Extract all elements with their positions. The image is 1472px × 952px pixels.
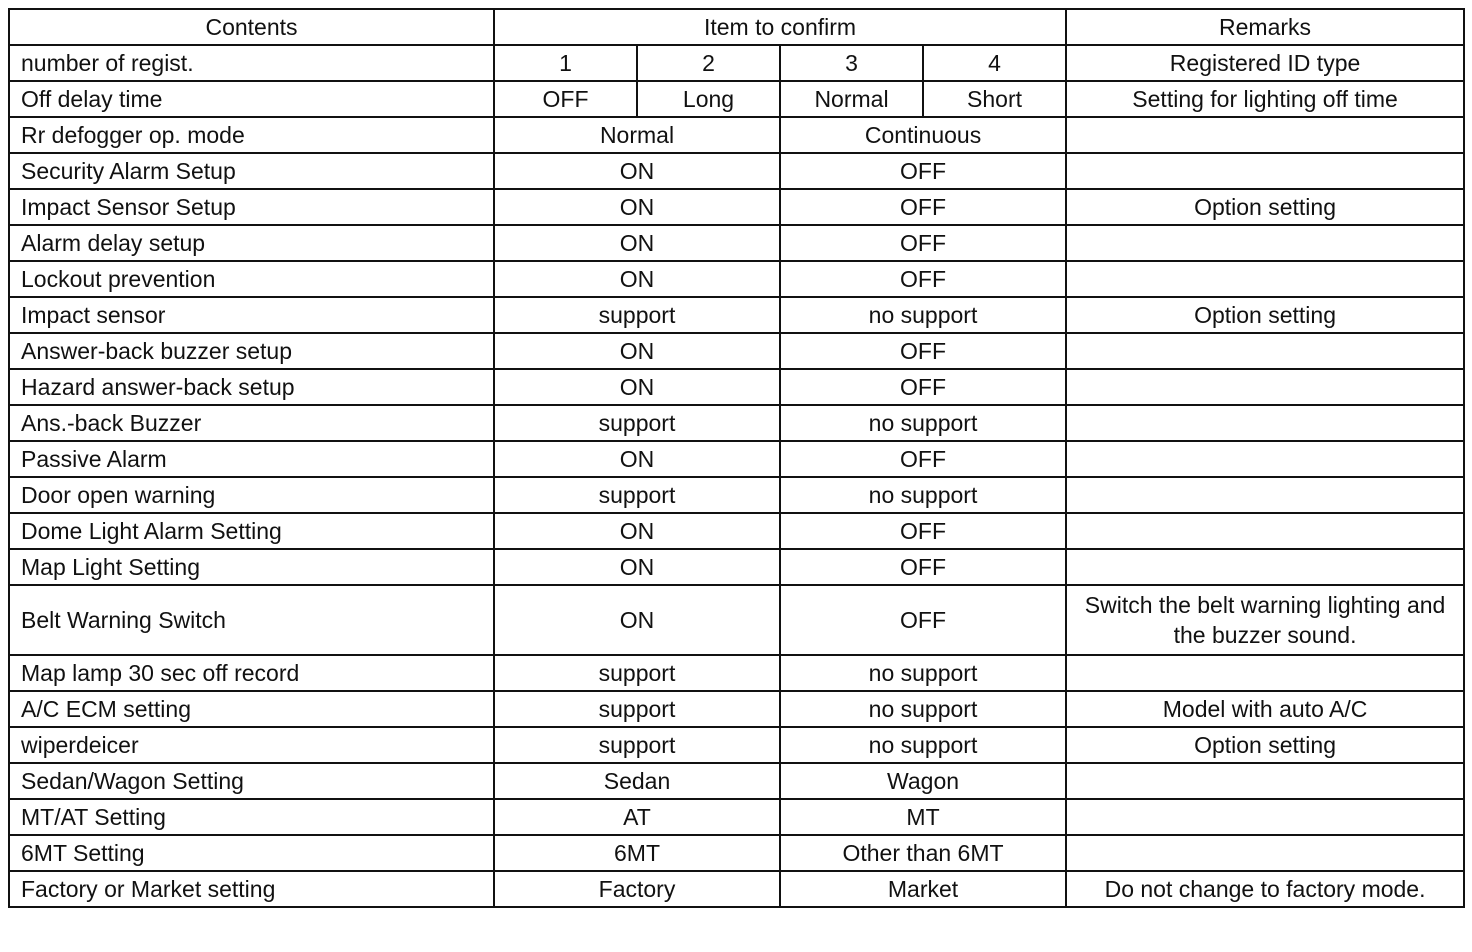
row-remark [1066, 153, 1464, 189]
option-value: no support [780, 477, 1066, 513]
row-label: Belt Warning Switch [9, 585, 494, 655]
table-row [9, 333, 1464, 369]
row-remark [1066, 405, 1464, 441]
option-value: Long [637, 81, 780, 117]
table-row [9, 189, 1464, 225]
option-value: OFF [780, 549, 1066, 585]
option-value: OFF [780, 585, 1066, 655]
option-value: ON [494, 261, 780, 297]
table-row [9, 727, 1464, 763]
row-label: Security Alarm Setup [9, 153, 494, 189]
row-remark: Option setting [1066, 727, 1464, 763]
row-label: Map Light Setting [9, 549, 494, 585]
table-row [9, 441, 1464, 477]
row-label: 6MT Setting [9, 835, 494, 871]
option-value: Market [780, 871, 1066, 907]
option-value: ON [494, 549, 780, 585]
option-value: Continuous [780, 117, 1066, 153]
row-label: Ans.-back Buzzer [9, 405, 494, 441]
row-remark: Setting for lighting off time [1066, 81, 1464, 117]
table-row [9, 261, 1464, 297]
row-remark [1066, 117, 1464, 153]
option-value: Normal [780, 81, 923, 117]
option-value: no support [780, 297, 1066, 333]
option-value: no support [780, 691, 1066, 727]
option-value: 6MT [494, 835, 780, 871]
row-label: wiperdeicer [9, 727, 494, 763]
row-label: MT/AT Setting [9, 799, 494, 835]
option-value: support [494, 477, 780, 513]
settings-table [8, 8, 1465, 908]
table-row [9, 655, 1464, 691]
row-label: Off delay time [9, 81, 494, 117]
option-value: Sedan [494, 763, 780, 799]
table-body [9, 45, 1464, 907]
table-row [9, 369, 1464, 405]
option-value: support [494, 405, 780, 441]
table-row [9, 297, 1464, 333]
option-value: OFF [780, 153, 1066, 189]
row-remark [1066, 333, 1464, 369]
option-value: Wagon [780, 763, 1066, 799]
option-value: OFF [780, 441, 1066, 477]
row-label: Sedan/Wagon Setting [9, 763, 494, 799]
table-row [9, 513, 1464, 549]
row-label: Map lamp 30 sec off record [9, 655, 494, 691]
option-value: no support [780, 405, 1066, 441]
option-value: 1 [494, 45, 637, 81]
row-remark [1066, 441, 1464, 477]
option-value: ON [494, 189, 780, 225]
row-label: Answer-back buzzer setup [9, 333, 494, 369]
table-row [9, 691, 1464, 727]
option-value: OFF [780, 369, 1066, 405]
row-label: Lockout prevention [9, 261, 494, 297]
row-label: A/C ECM setting [9, 691, 494, 727]
row-remark [1066, 261, 1464, 297]
option-value: OFF [494, 81, 637, 117]
row-remark [1066, 477, 1464, 513]
option-value: ON [494, 225, 780, 261]
row-label: Passive Alarm [9, 441, 494, 477]
option-value: AT [494, 799, 780, 835]
table-row [9, 835, 1464, 871]
header-contents: Contents [9, 9, 494, 45]
row-remark: Option setting [1066, 297, 1464, 333]
row-remark: Option setting [1066, 189, 1464, 225]
header-remarks: Remarks [1066, 9, 1464, 45]
option-value: OFF [780, 225, 1066, 261]
row-remark [1066, 549, 1464, 585]
option-value: ON [494, 369, 780, 405]
table-row [9, 117, 1464, 153]
row-remark [1066, 655, 1464, 691]
row-remark [1066, 225, 1464, 261]
option-value: Factory [494, 871, 780, 907]
option-value: support [494, 655, 780, 691]
row-label: Hazard answer-back setup [9, 369, 494, 405]
option-value: 3 [780, 45, 923, 81]
row-remark [1066, 835, 1464, 871]
option-value: ON [494, 153, 780, 189]
option-value: ON [494, 333, 780, 369]
option-value: ON [494, 441, 780, 477]
option-value: Short [923, 81, 1066, 117]
option-value: ON [494, 585, 780, 655]
row-label: number of regist. [9, 45, 494, 81]
table-row [9, 871, 1464, 907]
option-value: Other than 6MT [780, 835, 1066, 871]
row-remark: Registered ID type [1066, 45, 1464, 81]
table-row [9, 477, 1464, 513]
table-row [9, 45, 1464, 81]
row-remark: Model with auto A/C [1066, 691, 1464, 727]
row-label: Impact sensor [9, 297, 494, 333]
table-row [9, 549, 1464, 585]
table-row [9, 225, 1464, 261]
option-value: no support [780, 655, 1066, 691]
option-value: support [494, 691, 780, 727]
option-value: OFF [780, 189, 1066, 225]
row-label: Impact Sensor Setup [9, 189, 494, 225]
option-value: MT [780, 799, 1066, 835]
row-remark: Do not change to factory mode. [1066, 871, 1464, 907]
table-row [9, 405, 1464, 441]
row-remark [1066, 799, 1464, 835]
row-label: Dome Light Alarm Setting [9, 513, 494, 549]
option-value: OFF [780, 513, 1066, 549]
option-value: OFF [780, 333, 1066, 369]
option-value: 2 [637, 45, 780, 81]
row-remark: Switch the belt warning lighting and the buzzer sound. [1066, 585, 1464, 655]
table-row [9, 799, 1464, 835]
option-value: support [494, 297, 780, 333]
header-row [9, 9, 1464, 45]
table-row [9, 153, 1464, 189]
header-item-to-confirm: Item to confirm [494, 9, 1066, 45]
row-remark [1066, 369, 1464, 405]
row-remark [1066, 513, 1464, 549]
option-value: OFF [780, 261, 1066, 297]
option-value: support [494, 727, 780, 763]
row-label: Alarm delay setup [9, 225, 494, 261]
option-value: 4 [923, 45, 1066, 81]
table-row [9, 585, 1464, 655]
table-row [9, 763, 1464, 799]
row-label: Factory or Market setting [9, 871, 494, 907]
option-value: no support [780, 727, 1066, 763]
option-value: Normal [494, 117, 780, 153]
row-label: Rr defogger op. mode [9, 117, 494, 153]
row-label: Door open warning [9, 477, 494, 513]
table-row [9, 81, 1464, 117]
option-value: ON [494, 513, 780, 549]
row-remark [1066, 763, 1464, 799]
